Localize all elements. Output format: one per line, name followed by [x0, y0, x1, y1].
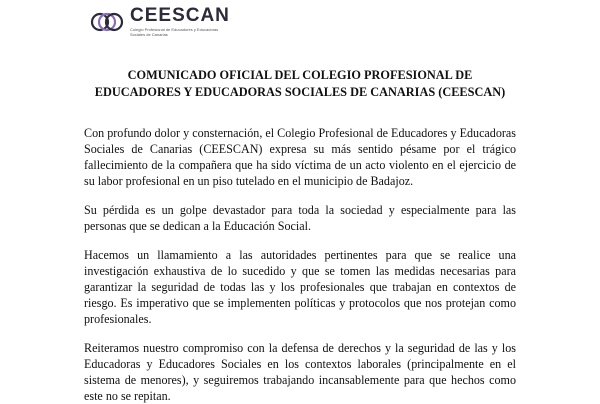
title-line-1: COMUNICADO OFICIAL DEL COLEGIO PROFESIONAL DE — [127, 68, 473, 82]
paragraph-2: Su pérdida es un golpe devastador para toda la sociedad y especialmente para las personas que se dedican a la Educación Social. — [84, 203, 516, 233]
document-body — [84, 125, 516, 404]
paragraph-1: Con profundo dolor y consternación, el Colegio Profesional de Educadores y Educadoras Sociales de Canarias (CEESCAN) expresa su más sentido pésame por el trágico fallecimiento de la compañera que ha sido víctima de un acto violento en el ejercicio de su labor profesional en un piso tutelado en el municipio de Badajoz. — [84, 126, 516, 188]
brand-subtitle-line2: Sociales de Canarias — [130, 32, 168, 37]
brand-block — [130, 6, 230, 37]
ceescan-logo-icon — [90, 10, 124, 34]
brand-subtitle-line1: Colegio Profesional de Educadores y Educadoras — [130, 27, 219, 32]
page-header — [90, 6, 230, 37]
document-title — [60, 67, 540, 101]
paragraph-4: Reiteramos nuestro compromiso con la defensa de derechos y la seguridad de las y los Educadoras y Educadores Sociales en los contextos laborales (principalmente en el sistema de menores), y seguiremos trabajando incansablemente para que hechos como este no se repitan. — [84, 341, 516, 403]
title-line-2: EDUCADORES Y EDUCADORAS SOCIALES DE CANARIAS (CEESCAN) — [94, 85, 506, 99]
brand-name: CEESCAN — [130, 5, 230, 26]
paragraph-3: Hacemos un llamamiento a las autoridades pertinentes para que se realice una investigación exhaustiva de lo sucedido y que se tomen las medidas necesarias para garantizar la seguridad de todas las y los profesionales que trabajan en contextos de riesgo. Es imperativo que se implementen políticas y protocolos que nos protejan como profesionales. — [84, 248, 516, 326]
